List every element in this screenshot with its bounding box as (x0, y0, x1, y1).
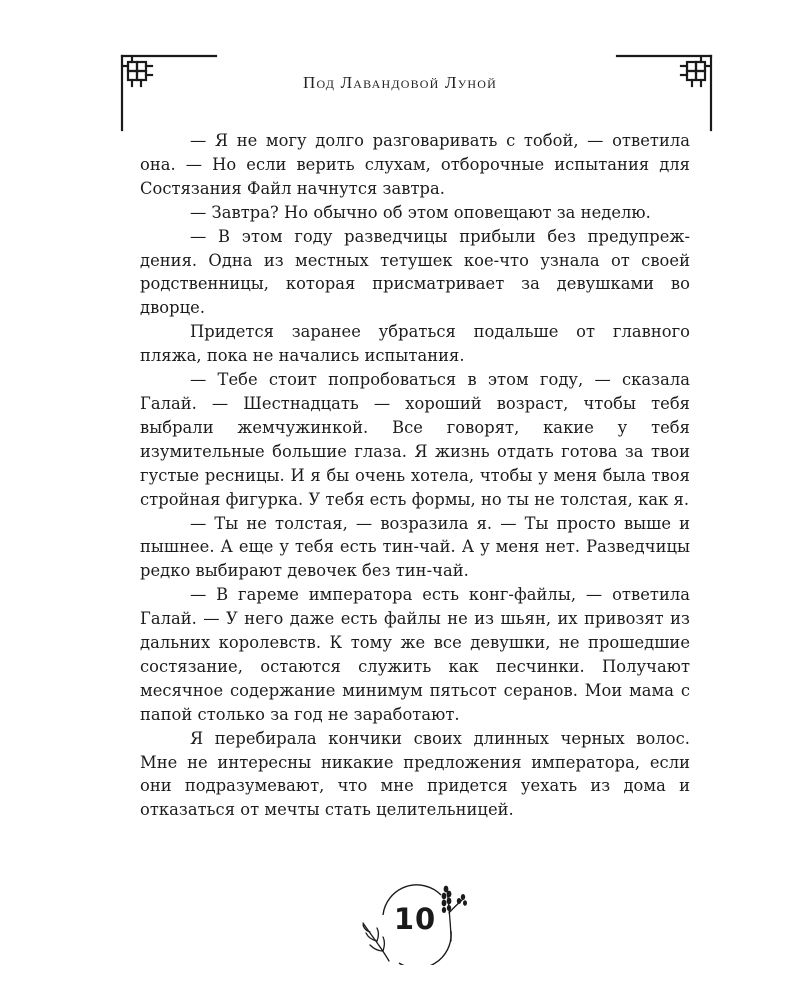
paragraph: Придется заранее убраться подальше от главного пляжа, пока не начались испытания. (140, 322, 690, 366)
paragraph: — Я не могу долго разговаривать с тобой, — ответила она. — Но если верить слухам, отборочные испытания для Состязания Файл начнутся завтра. (140, 131, 690, 198)
paragraph: — Ты не толстая, — возразила я. — Ты просто выше и пышнее. А еще у тебя есть тин-чай. А у меня нет. Разведчицы редко выбирают девочек без тин-чай. (140, 513, 690, 581)
body-text (140, 129, 690, 822)
paragraph: — Завтра? Но обычно об этом оповещают за неделю. (190, 202, 651, 222)
page-number: 10 (393, 902, 437, 936)
paragraph: — В этом году разведчицы прибыли без предупреждения. Одна из местных тетушек кое-что узнала от своей родственницы, которая присматривает за девушками во дворце. (140, 226, 690, 318)
running-head: Под Лавандовой Луной (302, 73, 498, 92)
page-number-ornament (355, 875, 475, 965)
paragraph: Я перебирала кончики своих длинных черных волос. Мне не интересны никакие предложения императора, если они подразумевают, что мне придется уехать из дома и отказаться от мечты стать целительницей. (140, 728, 690, 820)
paragraph: — В гареме императора есть конг-файлы, — ответила Галай. — У него даже есть файлы не из шьян, их привозят из дальних королевств. К тому же все девушки, не прошедшие состязание, остаются служить как песчинки. Получают месячное содержание минимум пятьсот серанов. Мои мама с папой столько за год не заработают. (140, 585, 690, 724)
paragraph: — Тебе стоит попробоваться в этом году, — сказала Галай. — Шестнадцать — хороший возраст, чтобы тебя выбрали жемчужинкой. Все говорят, какие у тебя изумительные большие глаза. Я жизнь отдать готова за твои густые ресницы. И я бы очень хотела, чтобы у меня была твоя стройная фигурка. У тебя есть формы, но ты не толстая, как я. (140, 370, 690, 509)
